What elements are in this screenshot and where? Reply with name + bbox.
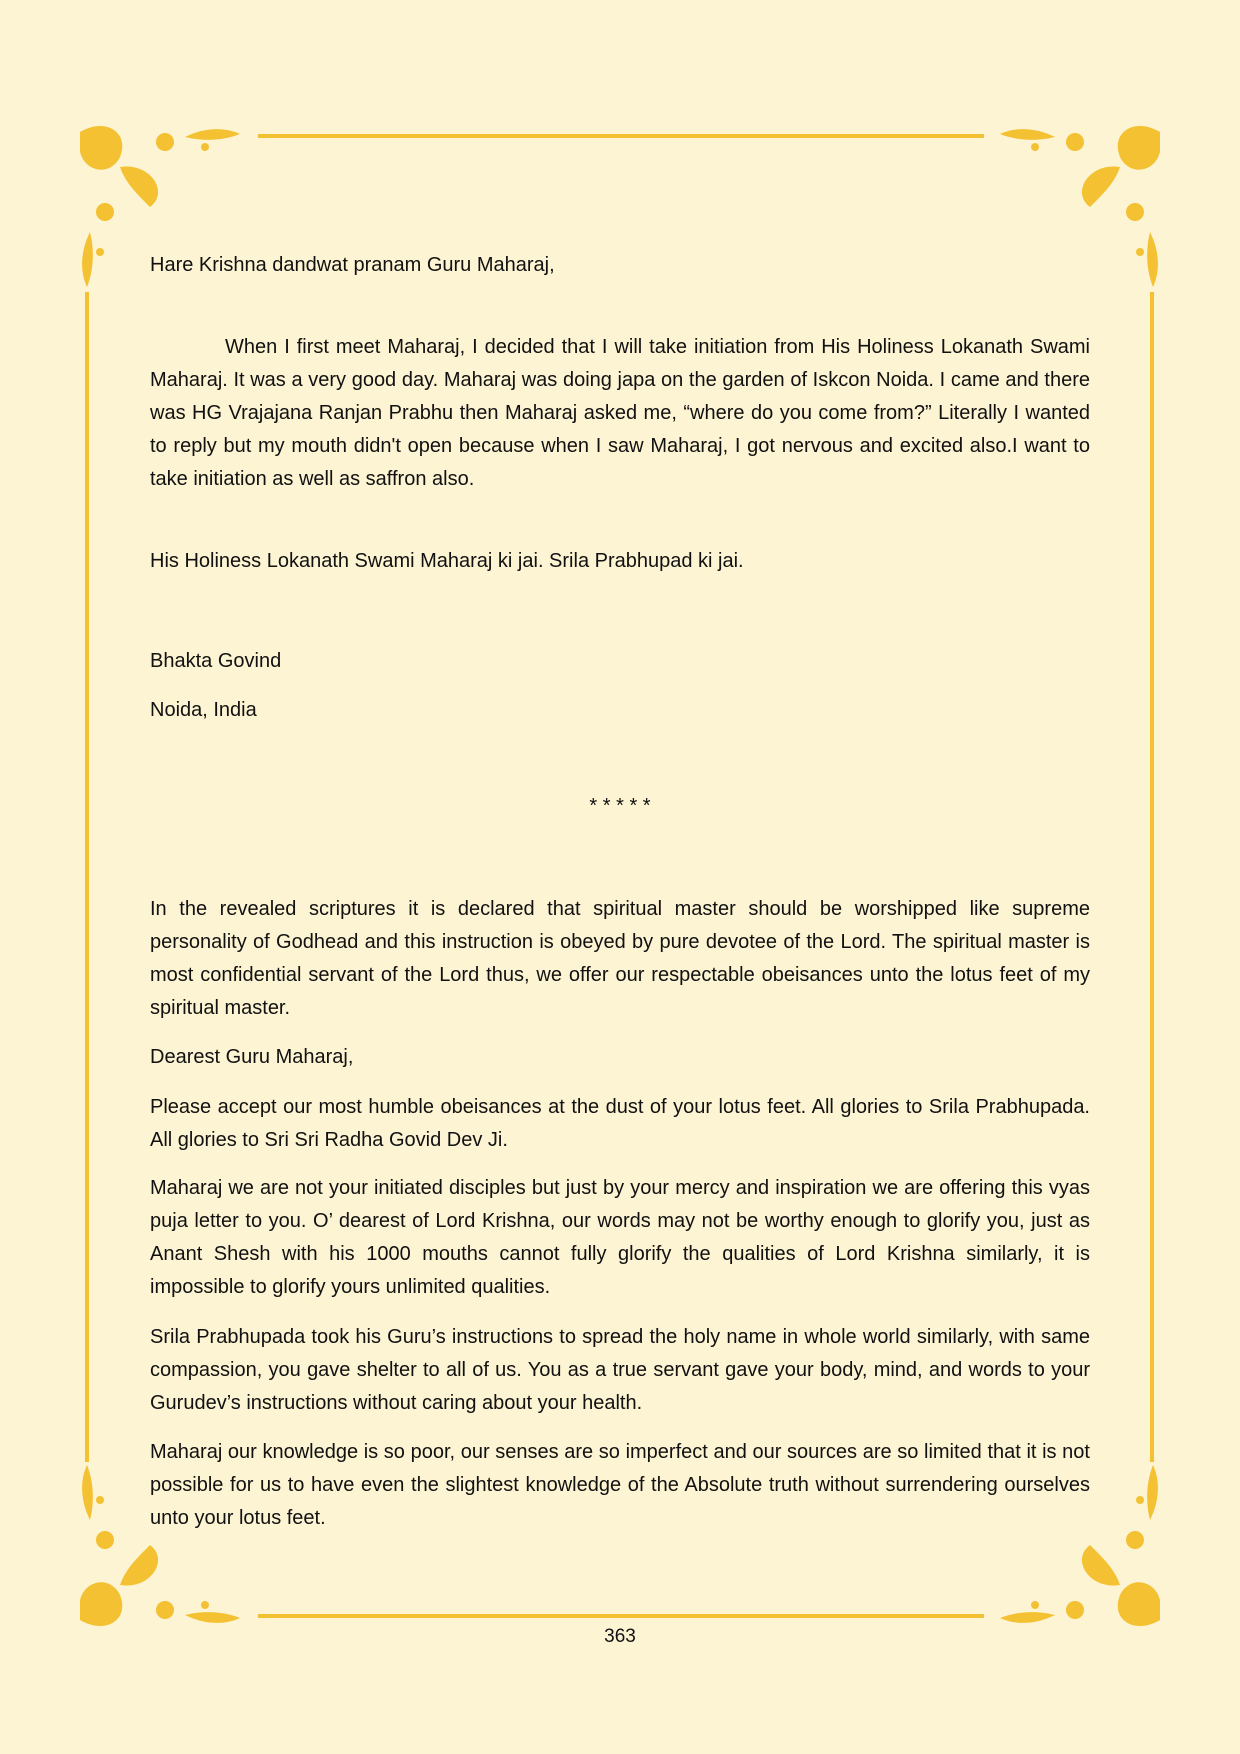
- letter2-paragraph: Maharaj our knowledge is so poor, our senses are so imperfect and our sources are so limited that it is not possible for us to have even the slightest knowledge of the Absolute truth without surrendering ourselves unto your lotus feet.: [150, 1441, 1090, 1529]
- border-bottom: [258, 1614, 984, 1618]
- letter2-paragraph: Please accept our most humble obeisances at the dust of your lotus feet. All glories to Srila Prabhupada. All glories to Sri Sri Radha Govid Dev Ji.: [150, 1096, 1090, 1151]
- border-right: [1150, 292, 1154, 1462]
- letter2-paragraph: Maharaj we are not your initiated disciples but just by your mercy and inspiration we are offering this vyas puja letter to you. O’ dearest of Lord Krishna, our words may not be worthy enough to glorify you, just as Anant Shesh with his 1000 mouths cannot fully glorify the qualities of Lord Krishna similarly, it is impossible to glorify yours unlimited qualities.: [150, 1177, 1090, 1298]
- letter2-intro: In the revealed scriptures it is declared that spiritual master should be worshipped like supreme personality of Godhead and this instruction is obeyed by pure devotee of the Lord. The spiritual master is most confidential servant of the Lord thus, we offer our respectable obeisances unto the lotus feet of my spiritual master.: [150, 898, 1090, 1019]
- greeting: Hare Krishna dandwat pranam Guru Maharaj,: [150, 254, 555, 276]
- letter1-body: When I first meet Maharaj, I decided that I will take initiation from His Holiness Lokanath Swami Maharaj. It was a very good day. Maharaj was doing japa on the garden of Iskcon Noida. I came and there was HG Vrajajana Ranjan Prabhu then Maharaj asked me, “where do you come from?” Literally I wanted to reply but my mouth didn't open because when I saw Maharaj, I got nervous and excited also.I want to take initiation as well as saffron also.: [150, 336, 1090, 490]
- page-number: 363: [604, 1626, 636, 1647]
- letter2-paragraph: Srila Prabhupada took his Guru’s instructions to spread the holy name in whole world similarly, with same compassion, you gave shelter to all of us. You as a true servant gave your body, mind, and words to your Gurudev’s instructions without caring about your health.: [150, 1326, 1090, 1414]
- border-top: [258, 134, 984, 138]
- border-left: [85, 292, 89, 1462]
- signature-place: Noida, India: [150, 699, 257, 721]
- signature-name: Bhakta Govind: [150, 650, 282, 672]
- section-separator: * * * * *: [589, 795, 651, 817]
- letter2-salutation: Dearest Guru Maharaj,: [150, 1046, 354, 1068]
- letter1-closing: His Holiness Lokanath Swami Maharaj ki jai. Srila Prabhupad ki jai.: [150, 550, 744, 572]
